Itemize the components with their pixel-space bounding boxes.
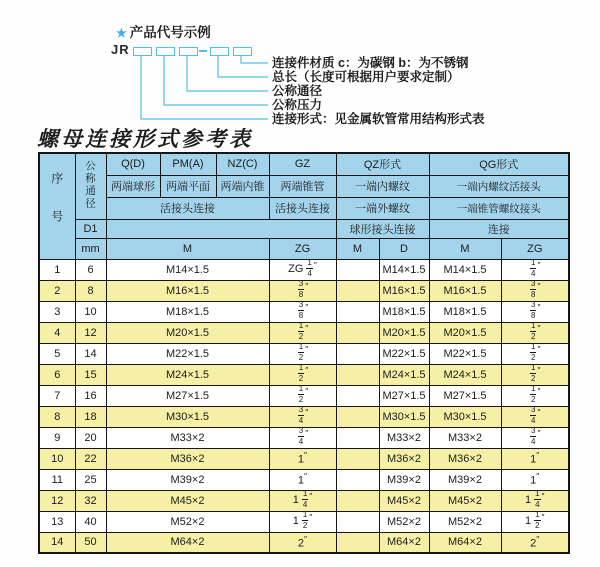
header-dn-label: 公称通径 xyxy=(84,159,96,210)
cell-gz: $\frac{1}{2}$ ″ xyxy=(269,364,336,385)
header-group-nzc: NZ(C) xyxy=(216,153,269,175)
header-group-qd: Q(D) xyxy=(106,153,160,175)
fraction: $\frac{3}{8}$ xyxy=(298,280,304,299)
header-d1: D1 xyxy=(75,219,106,238)
cell-qz-m xyxy=(336,259,379,280)
table-row xyxy=(39,427,569,448)
cell-qg-zg: $\frac{3}{8}$ ″ xyxy=(501,280,569,301)
cell-gz: $\frac{1}{2}$ ″ xyxy=(269,322,336,343)
cell-qg-zg: $\frac{1}{2}$ ″ xyxy=(501,343,569,364)
header-thread-qg-zg: ZG xyxy=(501,238,569,259)
fraction: $\frac{1}{2}$ xyxy=(302,511,308,530)
cell-serial: 5 xyxy=(39,343,75,364)
header-sub-nzc: 两端内锥 xyxy=(216,175,269,197)
cell-qz-d: M45×2 xyxy=(379,490,429,511)
cell-dn: 22 xyxy=(75,448,106,469)
cell-qz-d: M36×2 xyxy=(379,448,429,469)
fraction: $\frac{3}{4}$ xyxy=(298,427,304,446)
cell-qg-zg: $\frac{1}{2}$ ″ xyxy=(501,364,569,385)
cell-qz-m xyxy=(336,385,379,406)
cell-qz-m xyxy=(336,448,379,469)
callout-label-pressure: 公称压力 xyxy=(272,98,323,112)
cell-qg-zg: $\frac{3}{4}$ ″ xyxy=(501,406,569,427)
cell-qz-d: M30×1.5 xyxy=(379,406,429,427)
cell-m: M45×2 xyxy=(106,490,269,511)
cell-serial: 12 xyxy=(39,490,75,511)
code-box-2 xyxy=(156,47,175,56)
cell-m: M14×1.5 xyxy=(106,259,269,280)
fraction: $\frac{1}{2}$ xyxy=(298,385,304,404)
header-group-gz: GZ xyxy=(269,153,336,175)
cell-gz: $\frac{3}{4}$ ″ xyxy=(269,427,336,448)
header-connect: 连接 xyxy=(429,219,569,238)
product-code-heading-label: 产品代号示例 xyxy=(129,25,211,40)
cell-qz-m xyxy=(336,322,379,343)
header-conn-union2: 活接头连接 xyxy=(269,197,336,219)
table-row xyxy=(39,406,569,427)
cell-m: M20×1.5 xyxy=(106,322,269,343)
product-code-heading xyxy=(116,21,211,41)
cell-gz: 1 $\frac{1}{2}$ ″ xyxy=(269,511,336,532)
cell-qg-zg: 1″ xyxy=(501,469,569,490)
table-row xyxy=(39,343,569,364)
cell-qz-d: M22×1.5 xyxy=(379,343,429,364)
cell-qg-m: M16×1.5 xyxy=(429,280,501,301)
cell-qg-zg: 1″ xyxy=(501,448,569,469)
fraction: $\frac{3}{4}$ xyxy=(531,406,536,425)
cell-m: M33×2 xyxy=(106,427,269,448)
cell-qz-m xyxy=(336,301,379,322)
code-box-4 xyxy=(210,47,229,56)
cell-qg-m: M18×1.5 xyxy=(429,301,501,322)
header-serial xyxy=(39,153,75,259)
table-title: 螺母连接形式参考表 xyxy=(37,126,253,151)
star-icon: ★ xyxy=(116,26,127,40)
header-sub-qd: 两端球形 xyxy=(106,175,160,197)
cell-qg-zg: 1 $\frac{1}{4}$ ″ xyxy=(501,490,569,511)
callout-label-material: 连接件材质 c：为碳钢 b：为不锈钢 xyxy=(272,56,469,70)
cell-qz-m xyxy=(336,280,379,301)
cell-dn: 50 xyxy=(75,532,106,553)
cell-qg-m: M14×1.5 xyxy=(429,259,501,280)
cell-dn: 18 xyxy=(75,406,106,427)
cell-serial: 9 xyxy=(39,427,75,448)
cell-dn: 16 xyxy=(75,385,106,406)
table-row xyxy=(39,385,569,406)
table-row xyxy=(39,259,569,280)
cell-m: M36×2 xyxy=(106,448,269,469)
cell-qz-m xyxy=(336,490,379,511)
cell-qz-d: M20×1.5 xyxy=(379,322,429,343)
cell-serial: 2 xyxy=(39,280,75,301)
cell-qg-m: M36×2 xyxy=(429,448,501,469)
code-box-1 xyxy=(133,47,152,56)
cell-qg-m: M22×1.5 xyxy=(429,343,501,364)
cell-m: M39×2 xyxy=(106,469,269,490)
cell-qz-d: M14×1.5 xyxy=(379,259,429,280)
code-box-3 xyxy=(179,47,198,56)
cell-serial: 11 xyxy=(39,469,75,490)
nut-connection-table xyxy=(38,152,570,554)
cell-qz-d: M27×1.5 xyxy=(379,385,429,406)
cell-qg-m: M33×2 xyxy=(429,427,501,448)
cell-qg-zg: 1 $\frac{1}{2}$ ″ xyxy=(501,511,569,532)
cell-dn: 40 xyxy=(75,511,106,532)
cell-serial: 7 xyxy=(39,385,75,406)
cell-serial: 14 xyxy=(39,532,75,553)
header-conn-qg: 一端锥管螺纹接头 xyxy=(429,197,569,219)
cell-m: M24×1.5 xyxy=(106,364,269,385)
fraction: $\frac{1}{4}$ xyxy=(302,490,308,509)
cell-m: M30×1.5 xyxy=(106,406,269,427)
fraction: $\frac{1}{2}$ xyxy=(298,322,304,341)
header-conn-union1: 活接头连接 xyxy=(106,197,269,219)
fraction: $\frac{1}{2}$ xyxy=(531,322,536,341)
table-row xyxy=(39,532,569,553)
cell-serial: 6 xyxy=(39,364,75,385)
cell-qg-m: M20×1.5 xyxy=(429,322,501,343)
cell-qg-zg: $\frac{1}{2}$ ″ xyxy=(501,322,569,343)
cell-qg-zg: $\frac{1}{2}$ ″ xyxy=(501,385,569,406)
cell-qz-m xyxy=(336,364,379,385)
cell-dn: 6 xyxy=(75,259,106,280)
cell-dn: 10 xyxy=(75,301,106,322)
fraction: $\frac{1}{2}$ xyxy=(298,364,304,383)
header-dn xyxy=(75,153,106,219)
fraction: $\frac{3}{8}$ xyxy=(531,280,536,299)
cell-serial: 3 xyxy=(39,301,75,322)
cell-gz: $\frac{1}{2}$ ″ xyxy=(269,385,336,406)
cell-gz: $\frac{3}{8}$ ″ xyxy=(269,301,336,322)
header-unit: mm xyxy=(75,238,106,259)
cell-serial: 1 xyxy=(39,259,75,280)
cell-qz-d: M52×2 xyxy=(379,511,429,532)
fraction: $\frac{1}{4}$ xyxy=(307,259,312,278)
cell-dn: 12 xyxy=(75,322,106,343)
header-group-pma: PM(A) xyxy=(160,153,216,175)
callout-label-connection: 连接形式：见金属软管常用结构形式表 xyxy=(272,112,485,126)
cell-m: M27×1.5 xyxy=(106,385,269,406)
header-group-qz: QZ形式 xyxy=(336,153,429,175)
table-row xyxy=(39,469,569,490)
fraction: $\frac{3}{4}$ xyxy=(298,406,304,425)
cell-qz-d: M33×2 xyxy=(379,427,429,448)
callout-label-diameter: 公称通径 xyxy=(272,84,323,98)
table-row xyxy=(39,511,569,532)
cell-serial: 4 xyxy=(39,322,75,343)
cell-qz-m xyxy=(336,343,379,364)
cell-dn: 20 xyxy=(75,427,106,448)
cell-qz-d: M24×1.5 xyxy=(379,364,429,385)
table-row xyxy=(39,301,569,322)
cell-qz-m xyxy=(336,511,379,532)
table-row xyxy=(39,280,569,301)
header-sub-qz: 一端内螺纹 xyxy=(336,175,429,197)
cell-dn: 25 xyxy=(75,469,106,490)
fraction: $\frac{3}{4}$ xyxy=(531,427,536,446)
cell-qz-d: M64×2 xyxy=(379,532,429,553)
header-ball-joint: 球形接头连接 xyxy=(336,219,429,238)
code-dash xyxy=(199,50,207,52)
header-thread-zg: ZG xyxy=(269,238,336,259)
fraction: $\frac{3}{8}$ xyxy=(298,301,304,320)
cell-qz-d: M16×1.5 xyxy=(379,280,429,301)
cell-qg-m: M24×1.5 xyxy=(429,364,501,385)
header-sub-gz: 两端锥管 xyxy=(269,175,336,197)
table-row xyxy=(39,364,569,385)
header-thread-qg-m: M xyxy=(429,238,501,259)
cell-gz: 1 $\frac{1}{4}$ ″ xyxy=(269,490,336,511)
header-conn-qz: 一端外螺纹 xyxy=(336,197,429,219)
cell-dn: 14 xyxy=(75,343,106,364)
table-row xyxy=(39,322,569,343)
cell-gz: $\frac{3}{4}$ ″ xyxy=(269,406,336,427)
header-sub-qg: 一端内螺纹活接头 xyxy=(429,175,569,197)
header-thread-qz-d: D xyxy=(379,238,429,259)
cell-serial: 8 xyxy=(39,406,75,427)
cell-qg-zg: $\frac{1}{4}$ ″ xyxy=(501,259,569,280)
header-thread-qz-m: M xyxy=(336,238,379,259)
table-row xyxy=(39,490,569,511)
header-serial-label: 序号 xyxy=(49,171,64,248)
cell-serial: 13 xyxy=(39,511,75,532)
cell-qz-m xyxy=(336,469,379,490)
fraction: $\frac{3}{8}$ xyxy=(531,301,536,320)
cell-m: M52×2 xyxy=(106,511,269,532)
fraction: $\frac{1}{2}$ xyxy=(298,343,304,362)
cell-qz-m xyxy=(336,532,379,553)
fraction: $\frac{1}{4}$ xyxy=(531,259,536,278)
table-body xyxy=(39,259,569,553)
table-row xyxy=(39,448,569,469)
cell-gz: 1″ xyxy=(269,469,336,490)
cell-qg-m: M52×2 xyxy=(429,511,501,532)
cell-dn: 32 xyxy=(75,490,106,511)
cell-m: M22×1.5 xyxy=(106,343,269,364)
cell-qz-m xyxy=(336,406,379,427)
cell-gz: $\frac{3}{8}$ ″ xyxy=(269,280,336,301)
cell-serial: 10 xyxy=(39,448,75,469)
cell-qg-zg: $\frac{3}{8}$ ″ xyxy=(501,301,569,322)
cell-qg-m: M30×1.5 xyxy=(429,406,501,427)
cell-m: M16×1.5 xyxy=(106,280,269,301)
cell-gz: 1″ xyxy=(269,448,336,469)
fraction: $\frac{1}{2}$ xyxy=(531,343,536,362)
fraction: $\frac{1}{2}$ xyxy=(535,511,540,530)
header-group-qg: QG形式 xyxy=(429,153,569,175)
cell-dn: 8 xyxy=(75,280,106,301)
fraction: $\frac{1}{2}$ xyxy=(531,385,536,404)
callout-label-length: 总长（长度可根据用户要求定制） xyxy=(272,70,460,84)
cell-gz: $\frac{1}{2}$ ″ xyxy=(269,343,336,364)
header-thread-m: M xyxy=(106,238,269,259)
code-prefix: JR xyxy=(111,42,130,57)
cell-qg-zg: 2″ xyxy=(501,532,569,553)
cell-gz: ZG $\frac{1}{4}$ ″ xyxy=(269,259,336,280)
cell-qz-m xyxy=(336,427,379,448)
code-box-5 xyxy=(233,47,252,56)
cell-m: M18×1.5 xyxy=(106,301,269,322)
cell-qz-d: M39×2 xyxy=(379,469,429,490)
cell-qg-m: M39×2 xyxy=(429,469,501,490)
header-sub-pma: 两端平面 xyxy=(160,175,216,197)
cell-qz-d: M18×1.5 xyxy=(379,301,429,322)
cell-gz: 2″ xyxy=(269,532,336,553)
cell-dn: 15 xyxy=(75,364,106,385)
cell-qg-m: M45×2 xyxy=(429,490,501,511)
fraction: $\frac{1}{2}$ xyxy=(531,364,536,383)
cell-m: M64×2 xyxy=(106,532,269,553)
header-blank xyxy=(106,219,336,238)
cell-qg-m: M27×1.5 xyxy=(429,385,501,406)
fraction: $\frac{1}{4}$ xyxy=(535,490,540,509)
cell-qg-zg: $\frac{3}{4}$ ″ xyxy=(501,427,569,448)
cell-qg-m: M64×2 xyxy=(429,532,501,553)
